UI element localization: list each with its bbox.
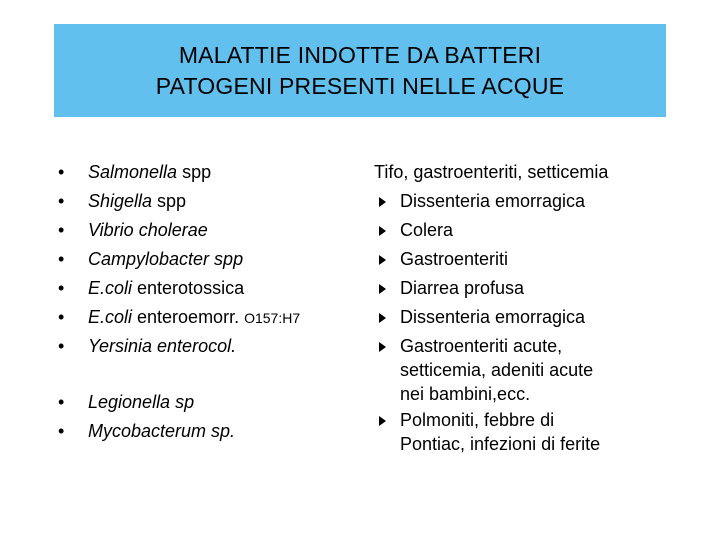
bacterium-suffix: enteroemorr. [132,307,245,327]
disease-text: Diarrea profusa [400,278,525,298]
disease-continuation: nei bambini,ecc. [400,384,531,404]
disease-text: Dissenteria emorragica [400,307,586,327]
bacterium-name: Legionella sp [88,392,195,412]
triangle-bullet-icon [379,226,386,236]
strain-code: O157:H7 [244,310,301,326]
bullet: • [58,191,65,211]
bacterium-name: Salmonella [88,162,178,182]
triangle-bullet-icon [379,416,386,426]
triangle-bullet-icon [379,197,386,207]
title-line-2: PATOGENI PRESENTI NELLE ACQUE [155,72,565,99]
bullet: • [58,421,65,441]
bullet: • [58,162,65,182]
title-line-1: MALATTIE INDOTTE DA BATTERI [178,41,542,68]
disease-text: Polmoniti, febbre di [400,410,555,430]
bacterium-suffix: spp [152,191,187,211]
bullet: • [58,220,65,240]
bacterium-name: E.coli [88,307,133,327]
bullet: • [58,278,65,298]
title-banner [54,24,666,117]
bacterium-name: Shigella [88,191,153,211]
disease-text: Gastroenteriti acute, [400,336,563,356]
bacterium-name: Mycobacterum sp. [88,421,236,441]
bacterium-name: E.coli [88,278,133,298]
bacterium-suffix: enterotossica [132,278,245,298]
disease-text: Dissenteria emorragica [400,191,586,211]
triangle-bullet-icon [379,255,386,265]
bullet: • [58,307,65,327]
triangle-bullet-icon [379,342,386,352]
disease-continuation: setticemia, adeniti acute [400,360,594,380]
bullet: • [58,249,65,269]
bullet: • [58,336,65,356]
diseases-header: Tifo, gastroenteriti, setticemia [374,162,609,182]
bacterium-suffix: spp [177,162,212,182]
bacterium-name: Yersinia enterocol. [88,336,237,356]
triangle-bullet-icon [379,284,386,294]
disease-continuation: Pontiac, infezioni di ferite [400,434,601,454]
bacterium-name: Campylobacter spp [88,249,244,269]
bacterium-name: Vibrio cholerae [88,220,208,240]
disease-text: Colera [400,220,454,240]
triangle-bullet-icon [379,313,386,323]
disease-text: Gastroenteriti [400,249,509,269]
bullet: • [58,392,65,412]
